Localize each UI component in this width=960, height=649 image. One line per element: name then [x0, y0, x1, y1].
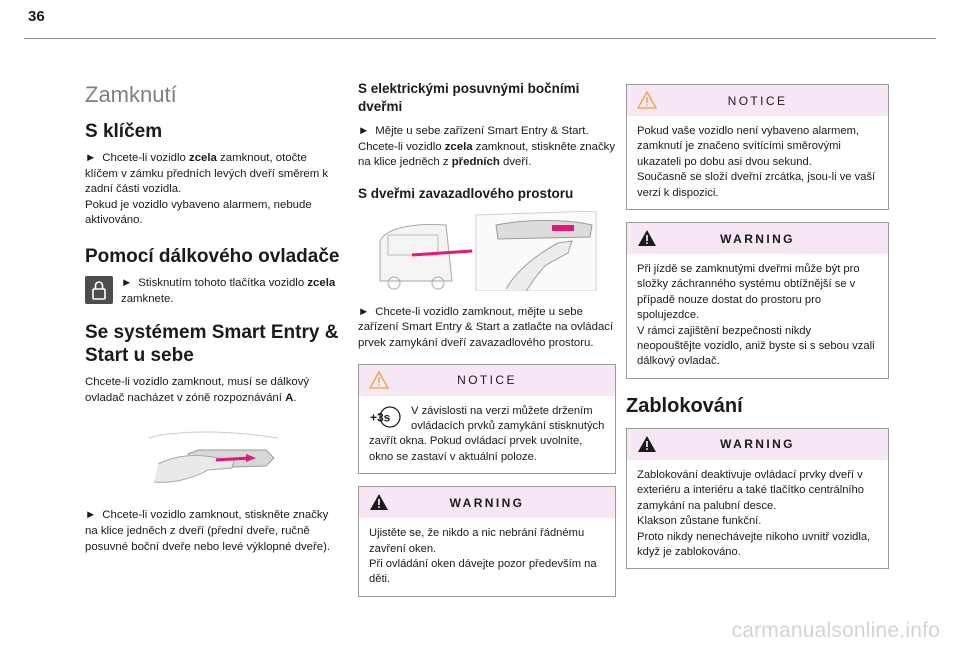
heading-remote: Pomocí dálkového ovladače: [85, 245, 340, 267]
warning-body: [359, 518, 615, 596]
watermark: carmanualsonline.info: [731, 619, 940, 642]
notice-label: NOTICE: [727, 93, 788, 108]
warning-triangle-icon: [369, 493, 389, 511]
tailgate-illustration: [376, 211, 598, 291]
deadlock-text-2: Klakson zůstane funkční.: [637, 515, 762, 528]
notice-body: [627, 116, 888, 209]
remote-instruction: ► Stisknutím tohoto tlačítka vozidlo zcela zamknete.: [121, 276, 336, 305]
notice-header: [359, 365, 615, 396]
notice-label: NOTICE: [457, 373, 517, 388]
heading-sliding-doors: S elektrickými posuvnými bočními dveřmi: [358, 81, 580, 114]
deadlock-text-1: Zablokování deaktivuje ovládací prvky dveří v exteriéru a interiéru a také tlačítko centrálního zamykání na palubní desce.: [637, 468, 864, 512]
warning-box-window: [358, 486, 616, 597]
warning-text-2: V rámci zajištění bezpečnosti nikdy neopouštějte vozidlo, aniž byste si s sebou vzali dálkový ovladač.: [637, 324, 875, 368]
smart-entry-instruction: ► Chcete-li vozidlo zamknout, stiskněte značky na klice jedněch z dveří (přední dveře, ručně posuvné boční dveře nebo levé výklopné dveře).: [85, 509, 331, 553]
notice-body: [359, 396, 615, 474]
warning-triangle-icon: [637, 229, 657, 247]
door-handle-illustration: [138, 424, 288, 492]
remote-instruction-row: [85, 276, 340, 307]
warning-text-1: Při jízdě se zamknutými dveřmi může být pro složky záchranného systému obtížnější se v případě nouze dostat do prostoru pro spolujezdce.: [637, 263, 860, 322]
column-2: [358, 80, 616, 597]
notice-triangle-icon: [637, 91, 657, 109]
key-instruction: ► Chcete-li vozidlo zcela zamknout, otočte klíčem v zámku předních levých dveří směrem k zadní části vozidla. Pokud je vozidlo vybaveno alarmem, nebude aktivováno.: [85, 152, 329, 227]
warning-text-1: Ujistěte se, že nikdo a nic nebrání řádnému zavření oken.: [369, 527, 585, 555]
warning-body: [627, 254, 888, 378]
tailgate-instruction: ► Chcete-li vozidlo zamknout, mějte u sebe zařízení Smart Entry & Start a zatlačte na ovládací prvek zamykání dveří zavazadlového prostoru.: [358, 305, 614, 349]
notice-header: [627, 85, 888, 116]
warning-header: [359, 487, 615, 518]
sliding-doors-instruction: ► Mějte u sebe zařízení Smart Entry & Start. Chcete-li vozidlo zcela zamknout, stiskněte značky na klice jedněch z předních dveří.: [358, 125, 616, 169]
header-rule: [24, 38, 936, 39]
warning-box-deadlock: [626, 428, 889, 569]
page-number: 36: [28, 8, 45, 25]
deadlock-text-3: Proto nikdy nenechávejte nikoho uvnitř vozidla, když je zablokováno.: [637, 530, 871, 558]
warning-body: [627, 460, 888, 568]
smart-entry-intro: Chcete-li vozidlo zamknout, musí se dálkový ovladač nacházet v zóně rozpoznávání A.: [85, 376, 310, 404]
warning-box-rescue: [626, 222, 889, 379]
notice-box-window: [358, 364, 616, 475]
warning-label: WARNING: [449, 495, 525, 510]
warning-label: WARNING: [720, 437, 795, 452]
notice-box-alarm: [626, 84, 889, 210]
lock-button-icon: [85, 276, 113, 304]
heading-smart-entry: Se systémem Smart Entry & Start u sebe: [85, 322, 339, 367]
column-3: [626, 84, 889, 569]
heading-with-key: S klíčem: [85, 121, 163, 142]
notice-text-1: Pokud vaše vozidlo není vybaveno alarmem, zamknutí je značeno svítícími směrovými ukazateli po dobu asi dvou sekund.: [637, 125, 860, 168]
notice-text-2: Současně se složí dveřní zrcátka, jsou-li ve vaší verzi k dispozici.: [637, 171, 876, 199]
warning-header: [627, 429, 888, 460]
heading-tailgate: S dveřmi zavazadlového prostoru: [358, 185, 574, 201]
svg-text:+3s: +3s: [370, 410, 391, 425]
warning-triangle-icon: [637, 435, 657, 453]
plus-3-seconds-icon: [369, 406, 405, 428]
column-1: [85, 80, 340, 555]
notice-text: V závislosti na verzi můžete držením ovládacích prvků zamykání stisknutých zavřít okna. Pokud ovládací prvek uvolníte, okno se zastaví v aktuální poloze.: [369, 404, 605, 463]
warning-text-2: Při ovládání oken dávejte pozor především na děti.: [369, 558, 597, 586]
warning-header: [627, 223, 888, 254]
section-title: Zamknutí: [85, 82, 177, 107]
heading-deadlock: Zablokování: [626, 394, 743, 417]
notice-triangle-icon: [369, 371, 389, 389]
warning-label: WARNING: [720, 231, 795, 246]
